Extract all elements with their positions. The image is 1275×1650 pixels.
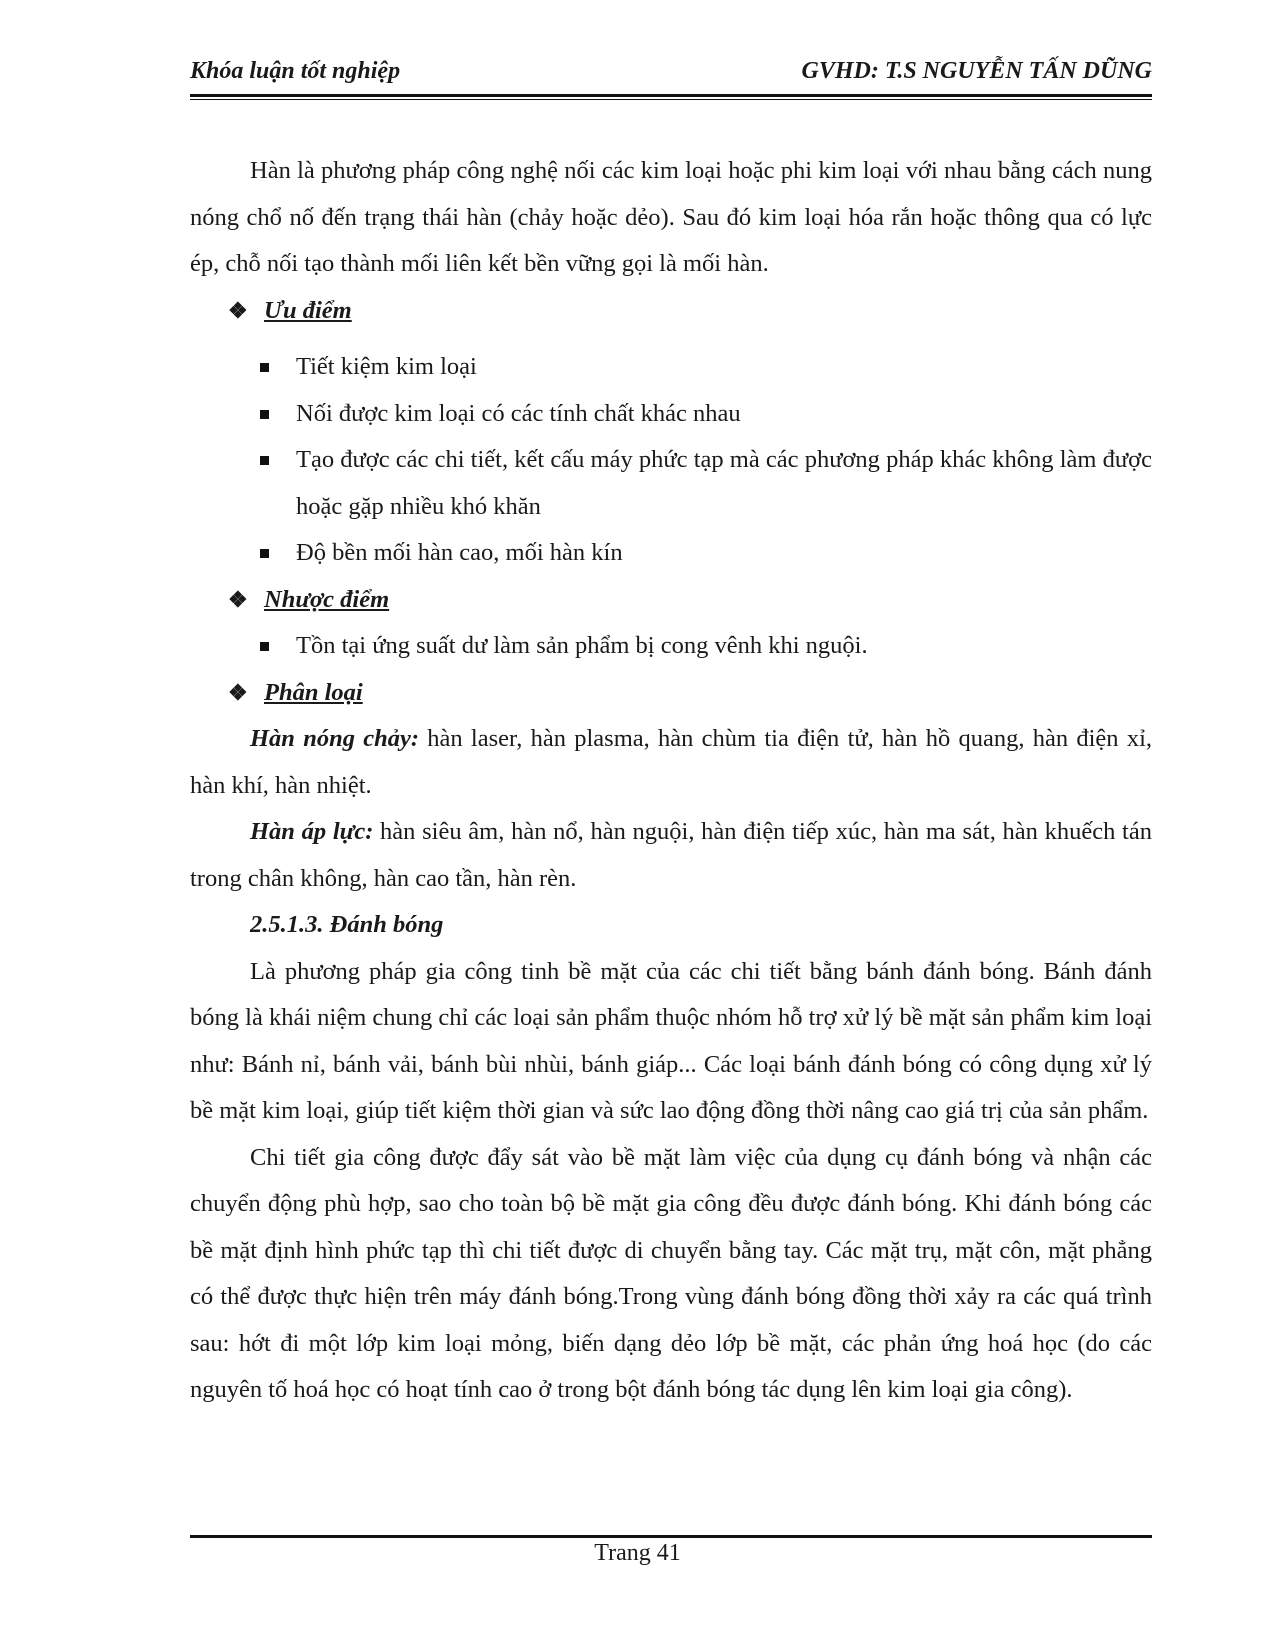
pressure-welding-paragraph — [190, 809, 1152, 902]
disadvantages-list — [190, 623, 1152, 670]
list-item: Độ bền mối hàn cao, mối hàn kín — [190, 530, 1152, 577]
square-bullet-icon — [260, 363, 269, 372]
header-rule-thick — [190, 94, 1152, 97]
pressure-welding-text: hàn siêu âm, hàn nổ, hàn nguội, hàn điện tiếp xúc, hàn ma sát, hàn khuếch tán trong chân không, hàn cao tần, hàn rèn. — [190, 818, 1152, 892]
classification-heading — [190, 670, 1152, 717]
list-item: Tồn tại ứng suất dư làm sản phẩm bị cong vênh khi nguội. — [190, 623, 1152, 670]
list-item: Nối được kim loại có các tính chất khác nhau — [190, 391, 1152, 438]
classification-heading-text: Phân loại — [264, 678, 363, 706]
square-bullet-icon — [260, 456, 269, 465]
diamond-bullet-icon: ❖ — [228, 679, 248, 705]
advantages-heading-text: Ưu điểm — [264, 296, 352, 324]
square-bullet-icon — [260, 642, 269, 651]
intro-paragraph: Hàn là phương pháp công nghệ nối các kim loại hoặc phi kim loại với nhau bằng cách nung nóng chổ nố đến trạng thái hàn (chảy hoặc dẻo). Sau đó kim loại hóa rắn hoặc thông qua có lực ép, chỗ nối tạo thành mối liên kết bền vững gọi là mối hàn. — [190, 157, 1152, 277]
advantages-list — [190, 344, 1152, 577]
list-item: Tạo được các chi tiết, kết cấu máy phức tạp mà các phương pháp khác không làm được hoặc gặp nhiều khó khăn — [190, 437, 1152, 530]
page-number: Trang 41 — [594, 1540, 681, 1566]
square-bullet-icon — [260, 549, 269, 558]
header-rule-thin — [190, 99, 1152, 100]
disadvantages-heading — [190, 577, 1152, 624]
page-header — [190, 58, 1152, 88]
disadvantages-heading-text: Nhược điểm — [264, 585, 390, 613]
fusion-welding-label: Hàn nóng chảy: — [250, 725, 420, 752]
fusion-welding-text: hàn laser, hàn plasma, hàn chùm tia điện tử, hàn hồ quang, hàn điện xỉ, hàn khí, hàn nhiệt. — [190, 725, 1153, 799]
polishing-paragraph-1: Là phương pháp gia công tinh bề mặt của các chi tiết bằng bánh đánh bóng. Bánh đánh bóng là khái niệm chung chỉ các loại sản phẩm thuộc nhóm hỗ trợ xử lý bề mặt sản phẩm kim loại như: Bánh nỉ, bánh vải, bánh bùi nhùi, bánh giáp... Các loại bánh đánh bóng có công dụng xử lý bề mặt kim loại, giúp tiết kiệm thời gian và sức lao động đồng thời nâng cao giá trị của sản phẩm. — [190, 957, 1152, 1124]
header-thesis-title: Khóa luận tốt nghiệp — [190, 58, 401, 84]
pressure-welding-label: Hàn áp lực: — [250, 818, 374, 845]
advantages-heading — [190, 288, 1152, 335]
list-item: Tiết kiệm kim loại — [190, 344, 1152, 391]
diamond-bullet-icon: ❖ — [228, 297, 248, 323]
page-body — [190, 148, 1152, 1414]
footer-rule — [190, 1535, 1152, 1538]
fusion-welding-paragraph — [190, 716, 1152, 809]
square-bullet-icon — [260, 410, 269, 419]
header-advisor: GVHD: T.S NGUYỄN TẤN DŨNG — [801, 58, 1152, 84]
polishing-paragraph-2: Chi tiết gia công được đẩy sát vào bề mặt làm việc của dụng cụ đánh bóng và nhận các chuyển động phù hợp, sao cho toàn bộ bề mặt gia công đều được đánh bóng. Khi đánh bóng các bề mặt định hình phức tạp thì chi tiết được di chuyển bằng tay. Các mặt trụ, mặt côn, mặt phẳng có thể được thực hiện trên máy đánh bóng.Trong vùng đánh bóng đồng thời xảy ra các quá trình sau: hớt đi một lớp kim loại mỏng, biến dạng dẻo lớp bề mặt, các phản ứng hoá học (do các nguyên tố hoá học có hoạt tính cao ở trong bột đánh bóng tác dụng lên kim loại gia công). — [190, 1143, 1152, 1403]
section-title: 2.5.1.3. Đánh bóng — [250, 911, 444, 938]
diamond-bullet-icon: ❖ — [228, 586, 248, 612]
